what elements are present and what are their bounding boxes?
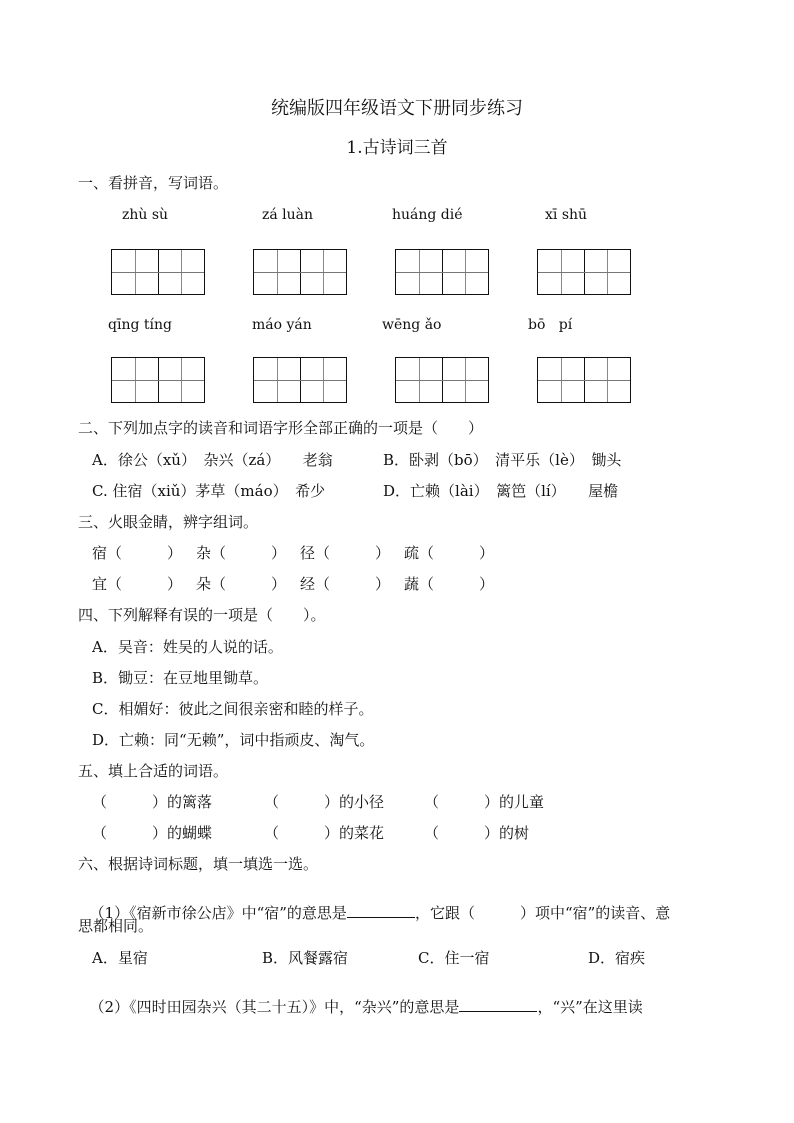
writing-grid[interactable]	[395, 357, 489, 403]
page-subtitle: 1.古诗词三首	[346, 138, 448, 158]
question-1-text-cont: ，它跟（ ）项中“宿”的读音、意	[414, 904, 671, 922]
section-2-heading: 二、下列加点字的读音和词语字形全部正确的一项是（ ）	[78, 419, 484, 437]
choice-option: C．住一宿	[418, 949, 490, 967]
choice-option: A．星宿	[92, 949, 148, 967]
question-2-line	[80, 982, 643, 1015]
section-5-heading: 五、填上合适的词语。	[78, 762, 229, 780]
page-title: 统编版四年级语文下册同步练习	[271, 98, 523, 119]
question-2-text: （2）《四时田园杂兴（其二十五）》中，“杂兴”的意思是	[89, 998, 460, 1016]
question-1-text: （1）《宿新市徐公店》中“宿”的意思是	[89, 904, 347, 922]
option-d: D．亡赖（lài） 篱笆（lí） 屋檐	[383, 482, 619, 500]
fill-blank-phrase: （ ）的儿童	[424, 793, 545, 811]
writing-grid[interactable]	[253, 249, 347, 295]
pinyin-label: qīng tíng	[108, 317, 172, 333]
pinyin-label: zá luàn	[262, 207, 314, 223]
fill-blank-phrase: （ ）的小径	[264, 793, 385, 811]
option-c: C. 住宿（xiǔ）茅草（máo） 希少	[92, 482, 326, 500]
char-pair: 宿（ ）	[92, 544, 183, 562]
section-3-heading: 三、火眼金睛，辨字组词。	[78, 513, 259, 531]
fill-blank-phrase: （ ）的菜花	[264, 824, 385, 842]
question-2-text-cont: ，“兴”在这里读	[537, 998, 643, 1016]
writing-grid[interactable]	[537, 357, 631, 403]
char-pair: 蔬（ ）	[404, 575, 495, 593]
writing-grid[interactable]	[395, 249, 489, 295]
writing-grid[interactable]	[253, 357, 347, 403]
option-b: B．卧剥（bō） 清平乐（lè） 锄头	[383, 451, 622, 469]
explanation-item: A．吴音：姓吴的人说的话。	[92, 638, 283, 656]
writing-grid[interactable]	[537, 249, 631, 295]
fill-blank-phrase: （ ）的蝴蝶	[92, 824, 213, 842]
fill-blank-phrase: （ ）的树	[424, 824, 530, 842]
answer-blank[interactable]	[347, 903, 415, 918]
choice-option: B．风餐露宿	[262, 949, 349, 967]
char-pair: 宜（ ）	[92, 575, 183, 593]
char-pair: 疏（ ）	[404, 544, 495, 562]
section-6-heading: 六、根据诗词标题，填一填选一选。	[78, 855, 319, 873]
fill-blank-phrase: （ ）的篱落	[92, 793, 213, 811]
option-a: A．徐公（xǔ） 杂兴（zá） 老翁	[92, 451, 333, 469]
char-pair: 朵（ ）	[196, 575, 287, 593]
explanation-item: B．锄豆：在豆地里锄草。	[92, 669, 269, 687]
pinyin-label: máo yán	[252, 317, 312, 333]
choice-option: D．宿疾	[588, 949, 646, 967]
char-pair: 径（ ）	[300, 544, 391, 562]
question-1-line	[80, 888, 670, 921]
pinyin-label: xī shū	[545, 207, 588, 223]
char-pair: 杂（ ）	[196, 544, 287, 562]
explanation-item: C．相媚好：彼此之间很亲密和睦的样子。	[92, 700, 374, 718]
section-1-heading: 一、看拼音，写词语。	[78, 174, 229, 192]
writing-grid[interactable]	[111, 357, 205, 403]
writing-grid[interactable]	[111, 249, 205, 295]
pinyin-label: bō pí	[528, 317, 573, 333]
pinyin-label: huáng dié	[392, 207, 463, 223]
question-1-wrap: 思都相同。	[78, 917, 154, 935]
pinyin-label: zhù sù	[122, 207, 169, 223]
answer-blank[interactable]	[459, 997, 537, 1012]
explanation-item: D．亡赖：同“无赖”，词中指顽皮、淘气。	[92, 731, 375, 749]
section-4-heading: 四、下列解释有误的一项是（ ）。	[78, 606, 326, 624]
char-pair: 经（ ）	[300, 575, 391, 593]
pinyin-label: wēng ǎo	[382, 317, 442, 333]
